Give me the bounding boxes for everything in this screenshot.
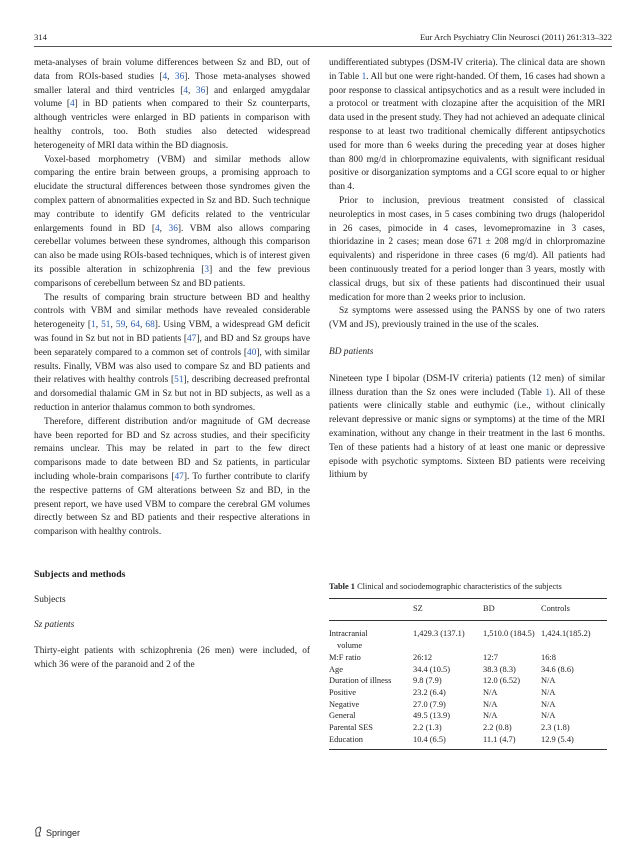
text-run: ]. Those meta-analyses showed smaller lateral and third ventricles [	[34, 71, 311, 96]
table-cell: 34.4 (10.5)	[413, 664, 450, 674]
table-cell: 34.6 (8.6)	[541, 664, 574, 674]
text-run: ,	[187, 85, 196, 96]
row-label: General	[329, 711, 356, 721]
text-run: Voxel-based morphometry (VBM) and similar methods allow comparing the entire brain between groups, a promising approach to elucidate the structural differences between those syndromes given the complex pattern of abnormalities expected in Sz and BD. Such technique may contribute to identify GM deficits related to the ventricular enlargements found in BD [	[34, 154, 310, 234]
subsection-heading: Subjects	[34, 594, 66, 605]
table-cell: 23.2 (6.4)	[413, 687, 446, 697]
citation-ref: 36	[174, 71, 185, 82]
paragraph: Prior to inclusion, previous treatment consisted of classical neuroleptics in most cases, in 5 cases combining two drugs (haloperidol in 26 cases, pimocide in 4 cases, levomepromazine in 3 cases, thioridazine in 2 cases; mean dose 671 ± 208 mg/d in chlorpromazine equivalents) and risperidone in three cases (6 mg/d). All patients had been continuously treated for a period longer than 3 years, mostly with classical drugs, but six of these patients had discontinued their usual medication for more than 2 weeks prior to inclusion.	[329, 195, 605, 303]
table-cell: N/A	[541, 687, 556, 697]
table-cell: 1,424.1(185.2)	[541, 629, 591, 639]
paragraph: Sz symptoms were assessed using the PANSS by one of two raters (VM and JS), previously trained in the use of the scales.	[329, 306, 605, 331]
text-run: ], describing decreased prefrontal and dorsomedial thalamic GM in Sz but not in BD subjects, as well as a reduction in anterior thalamus common to both syndromes.	[34, 375, 310, 413]
table-row	[329, 734, 607, 750]
text-run: undifferentiated subtypes (DSM-IV criteria). The clinical data are shown in Table	[329, 58, 605, 82]
table-cell: 2.2 (1.3)	[413, 723, 442, 733]
table-cell: N/A	[541, 711, 556, 721]
citation-ref: 1	[545, 387, 551, 398]
row-label: M:F ratio	[329, 652, 361, 662]
table-cell: 27.0 (7.9)	[413, 699, 446, 709]
table-cell: 16:8	[541, 652, 556, 662]
table-row	[329, 621, 607, 652]
table-caption	[329, 581, 607, 593]
row-label: Positive	[329, 687, 356, 697]
text-run: ] in BD patients when compared to their Sz counterparts, although ventricles were enlarged in BD patients in comparison with healthy controls, too. Both studies also detected widespread heterogeneity of MRI data within the BD diagnosis.	[34, 99, 310, 151]
row-label: Duration of illness	[329, 676, 392, 686]
row-label: Age	[329, 664, 343, 674]
citation-ref: 1	[91, 320, 96, 331]
left-column	[34, 57, 310, 673]
citation-ref: 68	[145, 320, 155, 331]
data-table	[329, 598, 607, 751]
citation-ref: 4	[162, 71, 168, 82]
table-cell: 2.2 (0.8)	[483, 723, 512, 733]
citation-ref: 51	[101, 320, 111, 331]
citation-ref: 4	[69, 99, 75, 110]
text-run: . All but one were right-handed. Of them, 16 cases had shown a poor response to classical antipsychotics and as a result were included in a protocol or treatment with clozapine after the acquisition of the MRI data used in the present study. They had not achieved an adequate clinical response to at least two traditional chemically different antipsychotics used for more than 6 weeks during the preceding year at doses higher than 800 mg/d in chlorpromazine equivalents, with significant residual positive or disorganization symptoms and a CGI score equal to or higher than 4.	[329, 71, 605, 193]
table-row	[329, 652, 607, 664]
paragraph	[329, 57, 605, 195]
text-run: ,	[125, 320, 131, 331]
text-run: ], with similar results. Finally, VBM was also used to compare Sz and BD patients and their relatives with healthy controls [	[34, 347, 310, 386]
table-cell: N/A	[483, 687, 498, 697]
table-row	[329, 664, 607, 676]
citation-ref: 1	[361, 71, 367, 82]
text-run: ], and BD and Sz groups have been separately compared to a common set of controls [	[34, 333, 310, 358]
text-run: ]. To further contribute to clarify the respective patterns of GM alterations between Sz and BD, in the present report, we have used VBM to compare the cerebral GM volumes directly between Sz and BD patients and their respective alterations in comparison with healthy controls.	[34, 471, 310, 538]
column-header: SZ	[413, 603, 423, 613]
table-row	[329, 722, 607, 734]
text-run: ] and enlarged amygdalar volume [	[34, 85, 311, 110]
page-footer	[34, 826, 80, 838]
text-run: ,	[95, 320, 102, 331]
table-cell: 1,510.0 (184.5)	[483, 629, 535, 639]
text-run: Therefore, different distribution and/or magnitude of GM decrease have been reported for BD and Sz across studies, and their specificity remains unclear. This may be related in part to the few direct comparisons made to date between BD and Sz patients, in particular including whole-brain comparisons [	[34, 416, 310, 482]
table-cell: N/A	[483, 711, 498, 721]
table-row	[329, 687, 607, 699]
text-run: ] and the few previous comparisons of cerebellum between Sz and BD patients.	[34, 264, 310, 289]
subsubsection-heading: Sz patients	[34, 620, 75, 631]
text-run: ]. Using VBM, a widespread GM deficit was found in Sz but not in BD patients [	[34, 320, 311, 344]
table-cell: 12:7	[483, 652, 498, 662]
citation-ref: 3	[204, 264, 210, 275]
page-header	[34, 32, 612, 46]
row-label: Parental SES	[329, 723, 373, 733]
subsubsection-heading: BD patients	[329, 346, 374, 357]
citation-ref: 36	[195, 85, 206, 96]
citation-ref: 47	[174, 471, 184, 482]
text-run: meta-analyses of brain volume differences between Sz and BD, out of data from ROIs-based studies [	[34, 58, 310, 82]
paragraph	[34, 292, 310, 416]
row-label: Intracranial volume	[329, 629, 368, 651]
table-cell: N/A	[541, 699, 556, 709]
text-run: ,	[167, 71, 175, 82]
citation-ref: 59	[115, 320, 126, 331]
journal-citation: Eur Arch Psychiatry Clin Neurosci (2011) 261:313–322	[419, 32, 612, 42]
publisher-name: Springer	[46, 828, 81, 838]
table-cell: 9.8 (7.9)	[413, 676, 442, 686]
table-cell: N/A	[483, 699, 498, 709]
table-row	[329, 699, 607, 711]
citation-ref: 36	[168, 223, 178, 234]
table-cell: 38.3 (8.3)	[483, 664, 516, 674]
table-cell: N/A	[541, 676, 556, 686]
text-run: ,	[140, 320, 146, 331]
springer-horse-icon	[34, 826, 43, 837]
text-run: The results of comparing brain structure between BD and healthy controls with VBM and similar methods have revealed considerable heterogeneity [	[34, 292, 310, 331]
right-column	[329, 57, 605, 483]
text-run: ,	[159, 223, 169, 234]
column-header: BD	[483, 603, 495, 613]
text-run: Nineteen type I bipolar (DSM-IV criteria) patients (12 men) of similar illness duration than the Sz ones were included (Table	[329, 373, 605, 398]
text-run: ). All of these patients were clinically stable and euthymic (i.e., without clinically relevant depressive or manic signs or symptoms) at the time of the MRI examination, without any change in their treatment in the last 6 months. Ten of these patients had a history of at least one manic or depressive episode with psychotic symptoms. Sixteen BD patients were receiving lithium by	[329, 387, 605, 481]
table-cell: 26:12	[413, 652, 433, 662]
table-row	[329, 675, 607, 687]
table-caption-text: Clinical and sociodemographic characteristics of the subjects	[357, 582, 562, 591]
table-cell: 11.1 (4.7)	[483, 734, 516, 744]
paragraph: Thirty-eight patients with schizophrenia (26 men) were included, of which 36 were of the paranoid and 2 of the	[34, 646, 310, 671]
table-header-row	[329, 598, 607, 621]
header-rule	[34, 46, 612, 47]
row-label: Negative	[329, 699, 360, 709]
table-cell: 1,429.3 (137.1)	[413, 629, 465, 639]
table-cell: 12.0 (6.52)	[483, 676, 520, 686]
table-cell: 49.5 (13.9)	[413, 711, 450, 721]
text-run: ]. VBM also allows comparing cerebellar volumes between these syndromes, although this comparison can also be made using ROIs-based techniques, which is of interest given its possible alteration in schizophrenia [	[34, 223, 310, 275]
citation-ref: 40	[247, 347, 257, 358]
citation-ref: 47	[187, 333, 197, 344]
citation-ref: 51	[174, 375, 184, 386]
table-cell: 2.3 (1.8)	[541, 723, 570, 733]
text-run: ,	[110, 320, 116, 331]
table-cell: 10.4 (6.5)	[413, 734, 446, 744]
table-row	[329, 710, 607, 722]
column-header	[329, 598, 413, 621]
table-1	[329, 581, 607, 750]
citation-ref: 4	[183, 85, 188, 96]
paragraph	[329, 373, 605, 483]
paragraph	[34, 154, 310, 292]
citation-ref: 4	[154, 223, 160, 234]
paragraph	[34, 57, 310, 154]
section-heading: Subjects and methods	[34, 568, 126, 580]
paragraph	[34, 416, 310, 540]
table-cell: 12.9 (5.4)	[541, 734, 574, 744]
table-label: Table 1	[329, 582, 355, 591]
column-header: Controls	[541, 603, 570, 613]
row-label: Education	[329, 734, 363, 744]
page-number: 314	[34, 32, 47, 42]
citation-ref: 64	[130, 320, 140, 331]
